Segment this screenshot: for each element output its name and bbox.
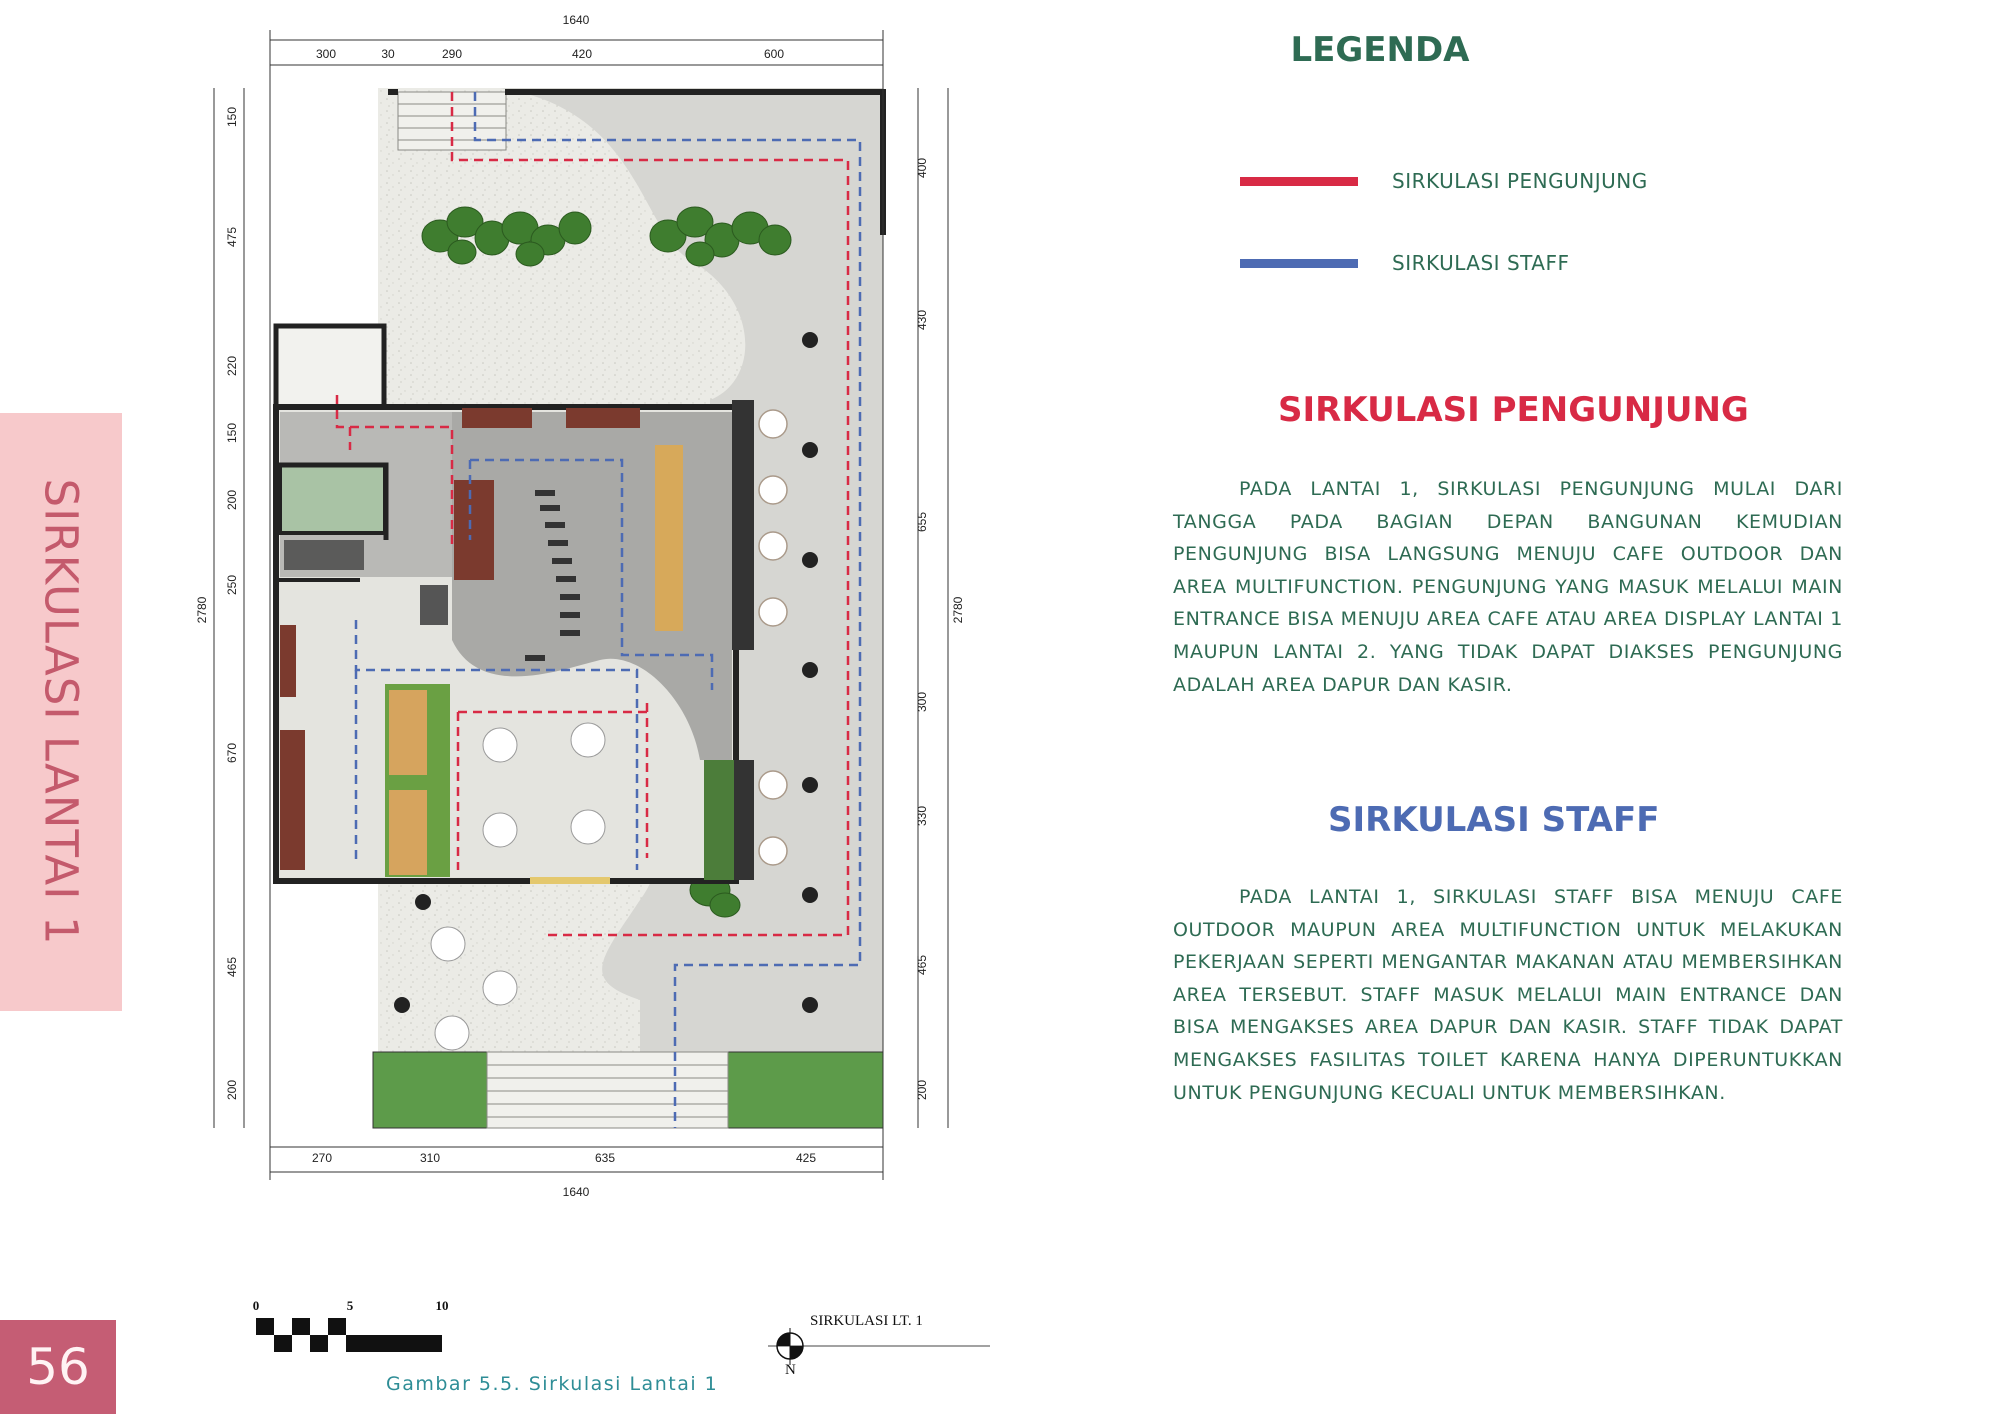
dim-top: 30 [381,47,395,61]
dim-bottom: 635 [594,1151,616,1165]
plan-title: SIRKULASI LT. 1 [810,1313,923,1329]
building [276,326,754,884]
dim-right: 200 [915,1079,929,1101]
dim-right-total: 2780 [951,596,965,624]
north-label: N [785,1362,796,1378]
front-stairs [487,1052,728,1128]
plan-title-block [760,1310,990,1385]
legend-swatch-blue [1240,259,1358,268]
dim-left: 220 [225,355,239,377]
dim-left: 150 [225,106,239,128]
dim-left: 200 [225,1079,239,1101]
section-body-staff: PADA LANTAI 1, SIRKULASI STAFF BISA MENUJU CAFE OUTDOOR MAUPUN AREA MULTIFUNCTION UNTUK MELAKUKAN PEKERJAAN SEPERTI MENGANTAR MAKANAN ATAU MEMBERSIHKAN AREA TERSEBUT. STAFF MASUK MELALUI MAIN ENTRANCE DAN BISA MENGAKSES AREA DAPUR DAN KASIR. STAFF TIDAK DAPAT MENGAKSES FASILITAS TOILET KARENA HANYA DIPERUNTUKKAN UNTUK PENGUNJUNG KECUALI UNTUK MEMBERSIHKAN. [1173,886,1843,1104]
page-number-box [0,1320,116,1414]
legend-swatch-red [1240,177,1358,186]
grass-bed-left [373,1052,487,1128]
page-number: 56 [26,1338,90,1396]
scale-label: 5 [346,1300,354,1313]
dim-top-total: 1640 [562,13,590,27]
grass-bed-right [728,1052,883,1128]
section-title-visitor: SIRKULASI PENGUNJUNG [1278,390,1749,430]
dim-right: 400 [915,157,929,179]
floor-plan [190,10,990,1225]
dim-left: 150 [225,422,239,444]
legend-label: SIRKULASI PENGUNJUNG [1392,169,1648,193]
dim-left: 200 [225,489,239,511]
dim-bottom: 310 [419,1151,441,1165]
dim-left: 250 [225,574,239,596]
dim-right: 330 [915,805,929,827]
dim-bottom: 270 [311,1151,333,1165]
side-title: SIRKULASI LANTAI 1 [34,478,88,946]
figure-caption: Gambar 5.5. Sirkulasi Lantai 1 [386,1373,719,1395]
dim-top: 300 [315,47,337,61]
dim-right: 655 [915,511,929,533]
dim-top: 290 [441,47,463,61]
scale-bar [250,1300,460,1360]
dim-right: 300 [915,691,929,713]
section-body-visitor: PADA LANTAI 1, SIRKULASI PENGUNJUNG MULAI DARI TANGGA PADA BAGIAN DEPAN BANGUNAN KEMUDIAN PENGUNJUNG BISA LANGSUNG MENUJU CAFE OUTDOOR DAN AREA MULTIFUNCTION. PENGUNJUNG YANG MASUK MELALUI MAIN ENTRANCE BISA MENUJU AREA CAFE ATAU AREA DISPLAY LANTAI 1 MAUPUN LANTAI 2. YANG TIDAK DAPAT DIAKSES PENGUNJUNG ADALAH AREA DAPUR DAN KASIR. [1173,478,1843,696]
dim-bottom-total: 1640 [562,1185,590,1199]
dim-right: 430 [915,309,929,331]
dim-left: 475 [225,226,239,248]
scale-label: 10 [435,1300,449,1313]
legend-label: SIRKULASI STAFF [1392,251,1570,275]
dim-left-total: 2780 [195,596,209,624]
dim-bottom: 425 [795,1151,817,1165]
dim-top: 600 [763,47,785,61]
dim-top: 420 [571,47,593,61]
legend-title: LEGENDA [1290,30,1470,70]
section-title-staff: SIRKULASI STAFF [1328,800,1660,840]
dim-right: 465 [915,954,929,976]
dim-left: 465 [225,956,239,978]
dim-left: 670 [225,742,239,764]
side-title-tab [0,413,122,1011]
scale-label: 0 [252,1300,260,1313]
